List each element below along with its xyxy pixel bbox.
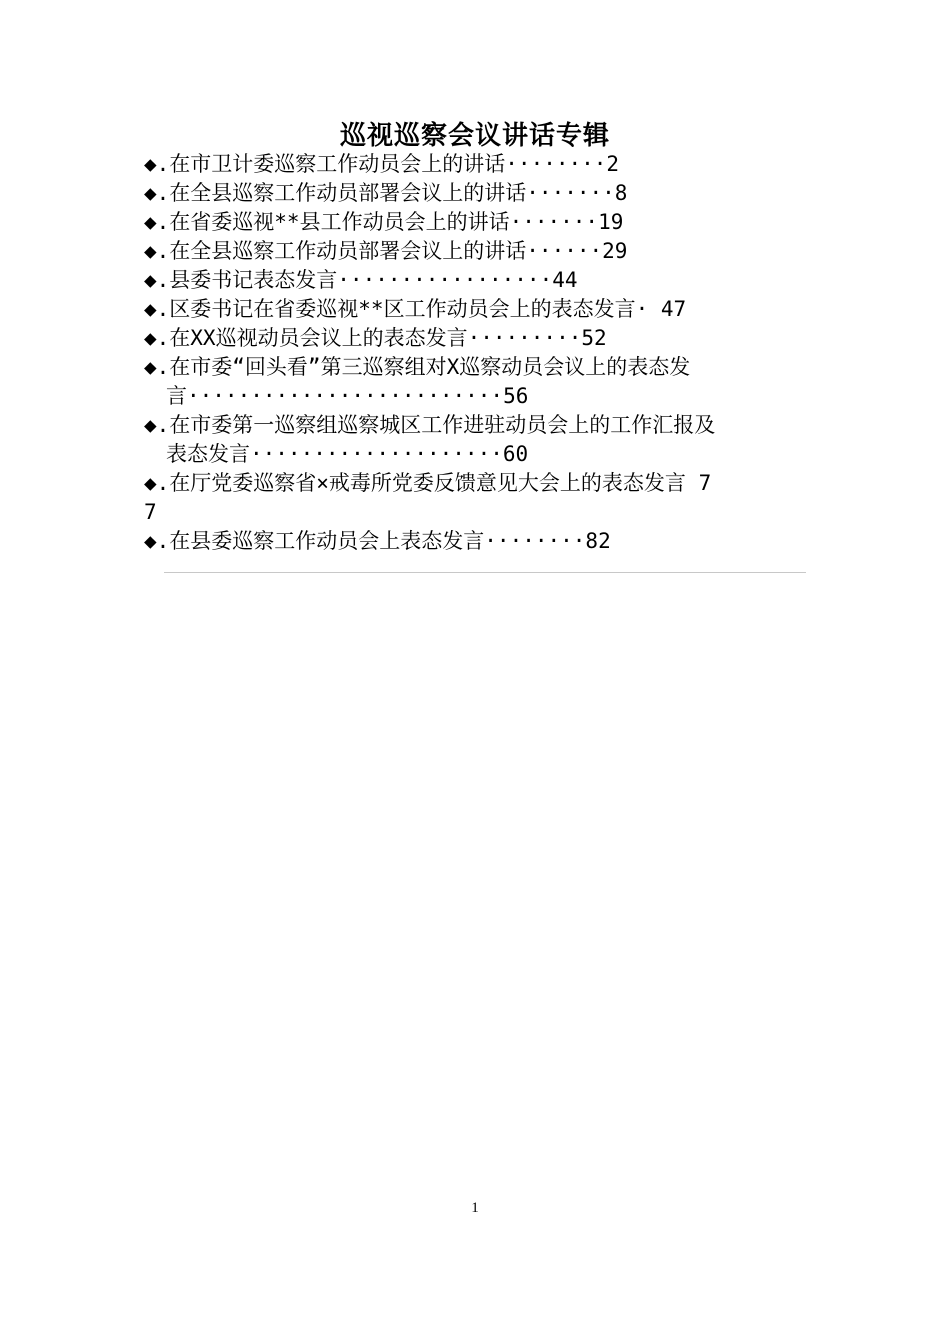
toc-entry-7[interactable]: ◆.在XX巡视动员会议上的表态发言·········52: [144, 326, 607, 350]
toc-entry-10[interactable]: ◆.在厅党委巡察省×戒毒所党委反馈意见大会上的表态发言 7 7: [144, 471, 712, 524]
table-of-contents: [144, 150, 840, 556]
toc-entry-3[interactable]: ◆.在省委巡视**县工作动员会上的讲话·······19: [144, 210, 624, 234]
toc-entry-5[interactable]: ◆.县委书记表态发言·················44: [144, 268, 578, 292]
toc-entry-1[interactable]: ◆.在市卫计委巡察工作动员会上的讲话········2: [144, 152, 620, 176]
toc-entry-9[interactable]: ◆.在市委第一巡察组巡察城区工作进驻动员会上的工作汇报及 表态发言····················60: [144, 413, 716, 466]
toc-entry-8[interactable]: ◆.在市委“回头看”第三巡察组对X巡察动员会议上的表态发 言·························56: [144, 355, 691, 408]
divider-line: [164, 572, 806, 573]
toc-entry-6[interactable]: ◆.区委书记在省委巡视**区工作动员会上的表态发言· 47: [144, 297, 687, 321]
document-title: 巡视巡察会议讲话专辑: [339, 121, 610, 151]
toc-entry-2[interactable]: ◆.在全县巡察工作动员部署会议上的讲话·······8: [144, 181, 628, 205]
toc-entry-4[interactable]: ◆.在全县巡察工作动员部署会议上的讲话······29: [144, 239, 628, 263]
page-number: 1: [471, 1200, 479, 1216]
toc-entry-11[interactable]: ◆.在县委巡察工作动员会上表态发言········82: [144, 529, 611, 553]
